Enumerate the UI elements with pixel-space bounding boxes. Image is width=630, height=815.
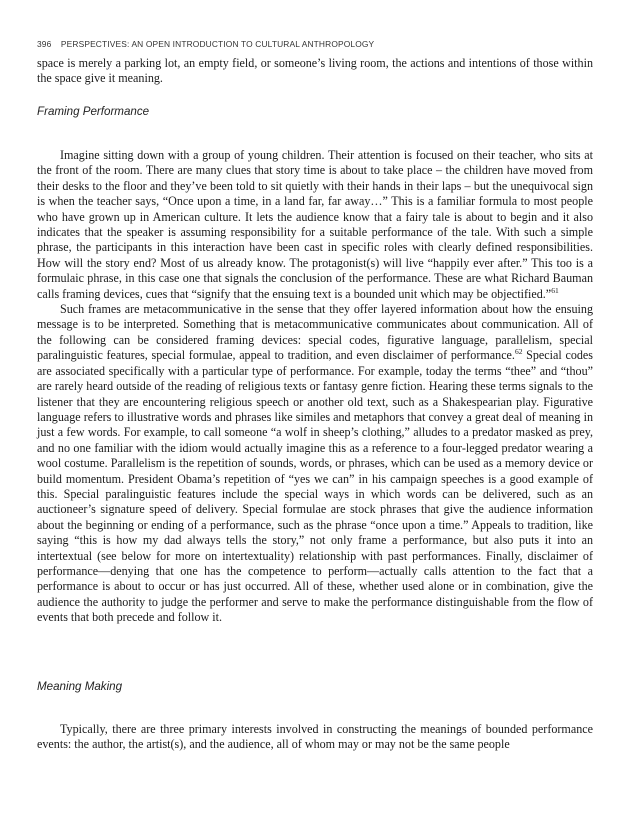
intro-paragraph: space is merely a parking lot, an empty field, or someone’s living room, the actions and intentions of those within the space give it meaning. — [37, 56, 593, 86]
paragraph-text: Special codes are associated specifically with a particular type of performance. For example, today the terms “thee” and “thou” are rarely heard outside of the reading of religious texts or fantasy genre fiction. Hearing these terms signals to the listener that they are encountering religious speech or another old text, such as a Shakespearian play. Figurative language refers to illustrative words and phrases like similes and metaphors that convey a great deal of meaning in just a few words. For example, to call someone “a wolf in sheep’s clothing,” alludes to a predator masked as prey, and no one familiar with the idiom would actually imagine this as a reference to a four-legged predator wearing a wool costume. Parallelism is the repetition of sounds, words, or phrases, which can be used as a memory device or build momentum. President Obama’s repetition of “yes we can” in his campaign speeches is a good example of this. Special paralinguistic features include the special ways in which words can be delivered, such as an auctioneer’s signature speed of delivery. Special formulae are stock phrases that give the audience information about the beginning or ending of a performance, such as the phrase “once upon a time.” Appeals to tradition, like saying “this is how my dad always tells the story,” not only frame a performance, but also puts it into an intertextual (see below for more on intertextuality) relationship with past performances. Finally, disclaimer of performance—denying that one has the competence to perform—actually calls attention to the fact that a performance is about to occur or has just occurred. All of these, whether used alone or in combination, give the audience the authority to judge the performer and serve to make the performance distinguishable from the flow of events that both precede and follow it. — [37, 348, 593, 625]
paragraph: Typically, there are three primary interests involved in constructing the meanings of bounded performance events: the author, the artist(s), and the audience, all of whom may or may not be the same people — [37, 722, 593, 752]
intro-block — [37, 56, 593, 87]
paragraph — [37, 148, 593, 302]
footnote-ref-61[interactable]: 61 — [551, 285, 559, 295]
page-number: 396 — [37, 39, 52, 49]
running-title: PERSPECTIVES: AN OPEN INTRODUCTION TO CULTURAL ANTHROPOLOGY — [60, 39, 375, 49]
section-heading-framing-performance: Framing Performance — [37, 105, 150, 118]
paragraph-text: Imagine sitting down with a group of young children. Their attention is focused on their teacher, who sits at the front of the room. There are many clues that story time is about to take place – the children have moved from their desks to the floor and they’ve been told to sit quietly with their hands in their laps – but the unequivocal sign is when the teacher says, “Once upon a time, in a land far, far away…” This is a familiar formula to most people who have grown up in American culture. It lets the audience know that a fairy tale is about to begin and it also indicates that the speaker is assuming responsibility for a suitable performance of the tale. With such a simple phrase, the participants in this interaction have been cast in specific roles with clearly defined responsibilities. How will the story end? Most of us already know. The protagonist(s) will live “happily ever after.” This too is a formulaic phrase, in this case one that signals the conclusion of the performance. These are what Richard Bauman calls framing devices, cues that “signify that the ensuing text is a bounded unit which may be objectified.” — [37, 148, 593, 301]
meaning-making-body — [37, 722, 593, 753]
paragraph-text: Such frames are metacommunicative in the sense that they offer layered information about how the ensuing message is to be interpreted. Something that is metacommunicative communicates about communication. All of the following can be considered framing devices: special codes, figurative language, parallelism, special paralinguistic features, special formulae, appeal to tradition, and even disclaimer of performance. — [37, 302, 593, 363]
paragraph — [37, 302, 593, 626]
footnote-ref-62[interactable]: 62 — [514, 347, 523, 357]
framing-performance-body — [37, 148, 593, 626]
section-heading-meaning-making: Meaning Making — [37, 680, 123, 693]
running-header — [37, 39, 597, 49]
